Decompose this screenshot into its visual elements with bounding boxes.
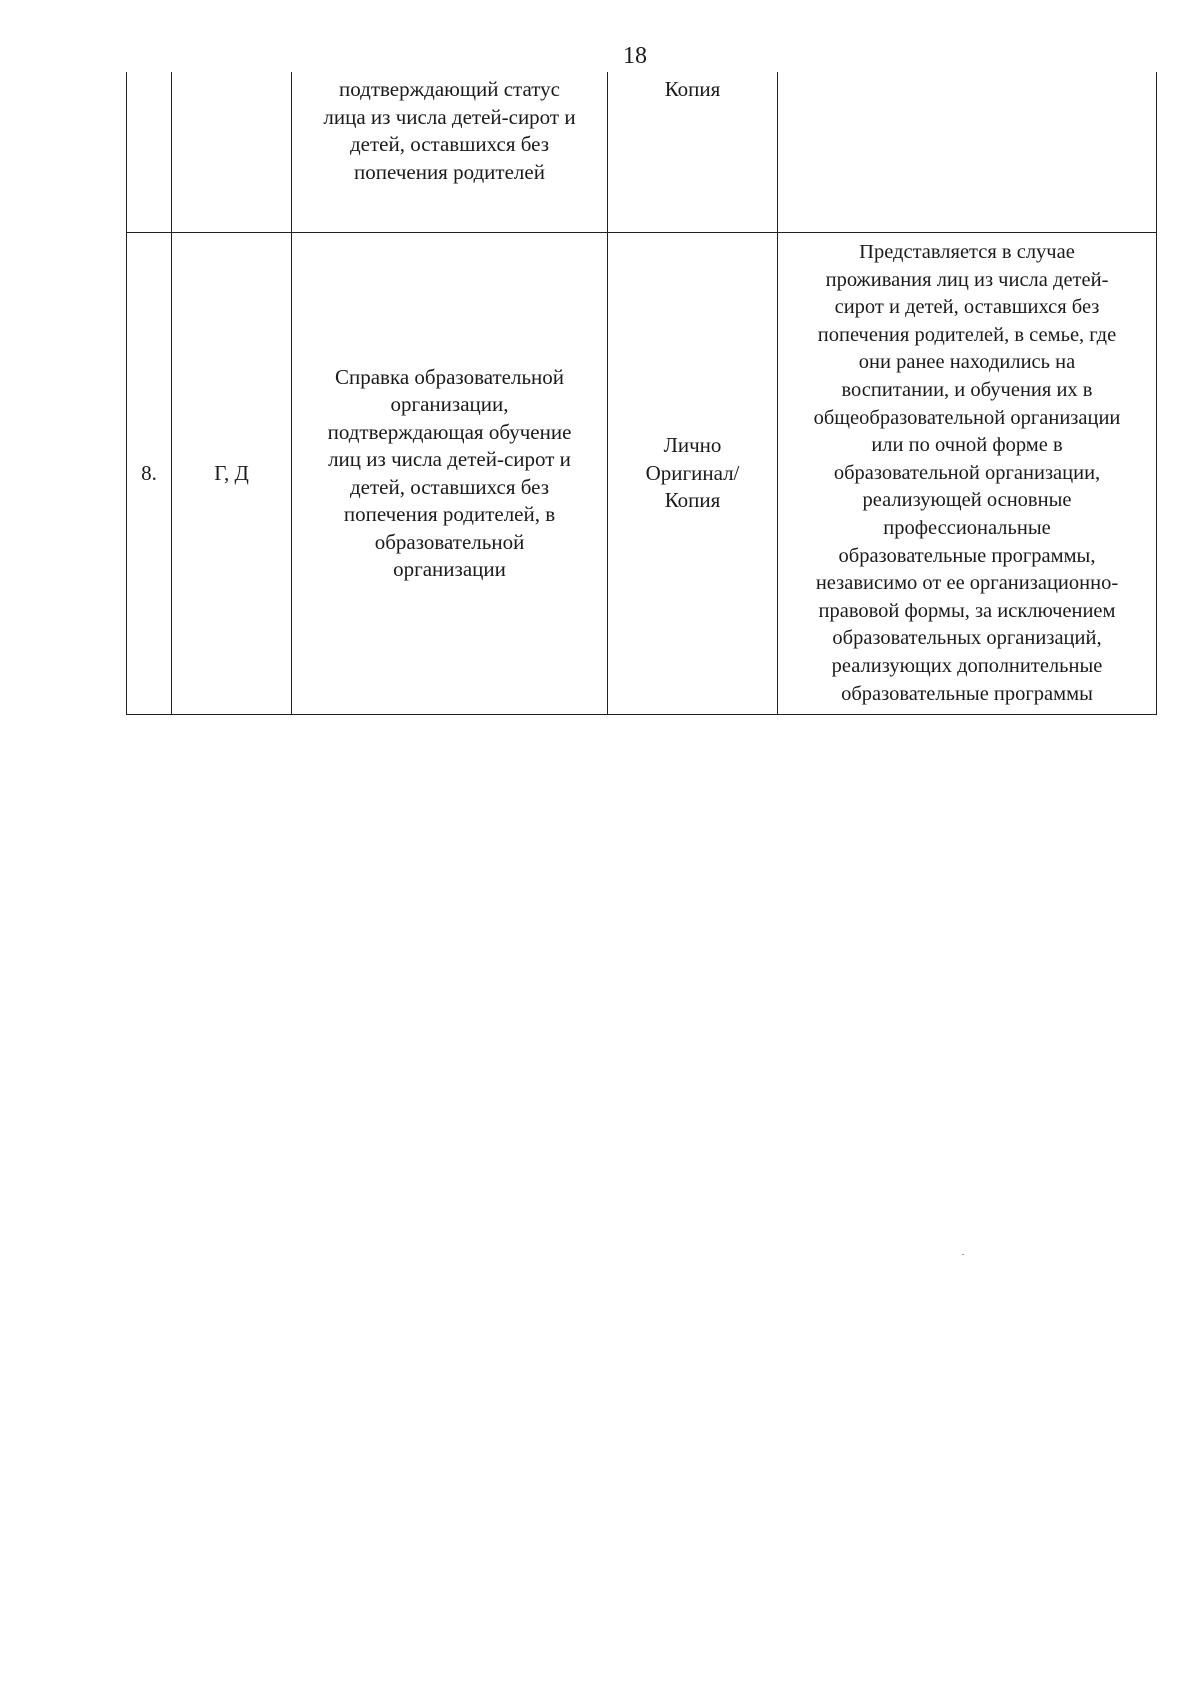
cell-document-name: [292, 233, 608, 715]
document-text-line: детей, оставшихся без: [349, 474, 550, 499]
document-text-line: попечения родителей: [354, 159, 545, 184]
table-row-continued: [127, 72, 1157, 233]
note-text-line: сирот и детей, оставшихся без: [834, 296, 1100, 319]
note-text-line: попечения родителей, в семье, где: [817, 323, 1117, 346]
cell-note: [778, 72, 1157, 233]
note-text-line: общеобразовательной организации: [813, 406, 1121, 429]
cell-document-name: [292, 72, 608, 233]
submission-text-line: Копия: [664, 77, 721, 101]
note-text-line: образовательных организаций,: [832, 627, 1102, 650]
note-text-line: реализующих дополнительные: [831, 654, 1103, 677]
note-text-line: Представляется в случае: [859, 241, 1075, 263]
scan-speck: [962, 1254, 964, 1255]
note-text-line: или по очной форме в: [871, 434, 1063, 457]
note-text-line: образовательные программы,: [838, 544, 1096, 567]
submission-text-line: Копия: [664, 488, 721, 513]
note-text-line: образовательной организации,: [833, 461, 1101, 484]
note-text-line: независимо от ее организационно-: [815, 572, 1119, 595]
document-text-line: Справка образовательной: [334, 364, 565, 389]
document-text-line: попечения родителей, в: [343, 502, 556, 526]
cell-submission-method: [608, 233, 778, 715]
cell-submission-method: [608, 72, 778, 233]
submission-text-line: Лично: [663, 433, 722, 458]
document-text-line: детей, оставшихся без: [349, 132, 550, 156]
document-text-line: лиц из числа детей-сирот и: [328, 447, 571, 471]
table-row-8: [127, 233, 1157, 715]
page-number: 18: [623, 43, 647, 69]
cell-categories: [172, 72, 292, 233]
cell-number: 8.: [127, 233, 172, 715]
note-text-line: воспитании, и обучения их в: [841, 378, 1093, 401]
document-text-line: организации,: [390, 392, 509, 416]
document-text-line: организации: [393, 557, 506, 581]
note-text-line: проживания лиц из числа детей-: [825, 268, 1109, 291]
document-text-line: лица из числа детей-сирот и: [323, 104, 576, 129]
note-text-line: реализующей основные: [862, 489, 1072, 512]
submission-text-line: Оригинал/: [645, 460, 740, 485]
documents-table: [126, 72, 1157, 715]
note-text-line: образовательные программы: [841, 682, 1093, 705]
cell-categories: Г, Д: [172, 233, 292, 715]
document-text-line: подтверждающий статус: [339, 77, 560, 101]
document-text-line: подтверждающая обучение: [327, 419, 572, 444]
note-text-line: профессиональные: [883, 516, 1051, 539]
cell-number: [127, 72, 172, 233]
cell-note: [778, 233, 1157, 715]
note-text-line: правовой формы, за исключением: [818, 599, 1116, 622]
note-text-line: они ранее находились на: [858, 351, 1076, 374]
document-text-line: образовательной: [374, 529, 525, 554]
